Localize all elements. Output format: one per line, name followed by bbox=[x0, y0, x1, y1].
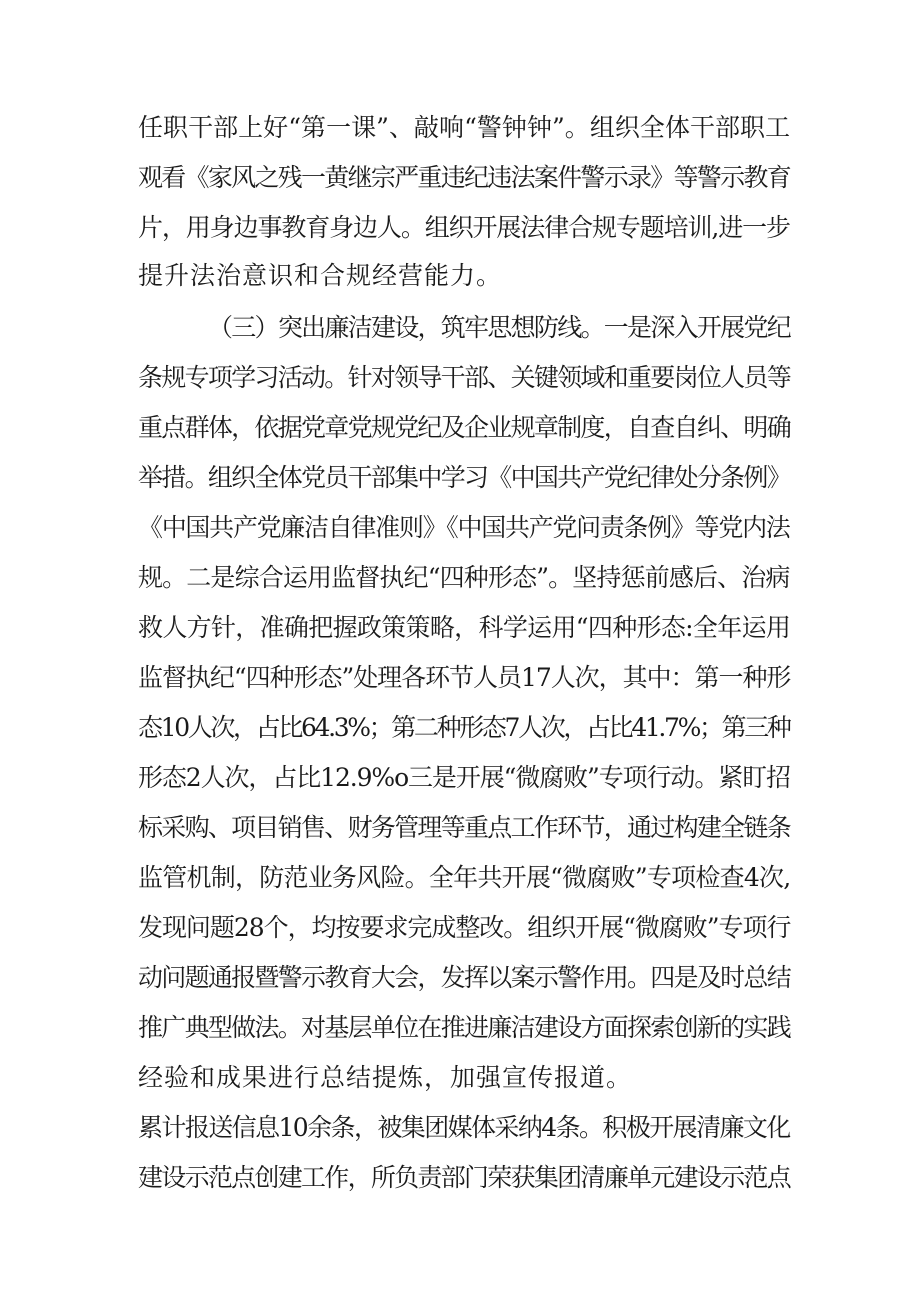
text-line: 推广典型做法。对基层单位在推进廉洁建设方面探索创新的实践 bbox=[138, 1013, 791, 1042]
text-line: 重点群体，依据党章党规党纪及企业规章制度，自查自纠、明确 bbox=[138, 413, 791, 442]
text-line: 举措。组织全体党员干部集中学习《中国共产党纪律处分条例》 bbox=[138, 463, 791, 492]
text-line: 规。二是综合运用监督执纪“四种形态”。坚持惩前感后、治病 bbox=[138, 563, 790, 592]
text-line: 片，用身边事教育身边人。组织开展法律合规专题培训,进一步 bbox=[138, 213, 790, 242]
text-line: 建设示范点创建工作，所负责部门荣获集团清廉单元建设示范点 bbox=[138, 1163, 791, 1192]
text-line: 标采购、项目销售、财务管理等重点工作环节，通过构建全链条 bbox=[138, 813, 791, 842]
section-heading-line: （三）突出廉洁建设，筑牢思想防线。一是深入开展党纪 bbox=[208, 313, 791, 342]
text-line: 条规专项学习活动。针对领导干部、关键领域和重要岗位人员等 bbox=[138, 363, 791, 392]
text-line: 任职干部上好“第一课”、敲响“警钟钟”。组织全体干部职工 bbox=[138, 113, 791, 142]
text-line: 发现问题28个，均按要求完成整改。组织开展“微腐败”专项行 bbox=[138, 913, 791, 942]
text-line: 动问题通报暨警示教育大会，发挥以案示警作用。四是及时总结 bbox=[138, 963, 791, 992]
text-line: 累计报送信息10余条，被集团媒体采纳4条。积极开展清廉文化 bbox=[138, 1113, 790, 1142]
text-line: 救人方针，准确把握政策策略，科学运用“四种形态:全年运用 bbox=[138, 613, 791, 642]
text-line: 提升法治意识和合规经营能力。 bbox=[138, 261, 503, 290]
text-line: 形态2人次，占比12.9%o三是开展“微腐败”专项行动。紧盯招 bbox=[138, 763, 790, 792]
text-line: 经验和成果进行总结提炼，加强宣传报道。 bbox=[138, 1063, 633, 1092]
text-line: 监管机制，防范业务风险。全年共开展“微腐败”专项检查4次, bbox=[138, 863, 791, 892]
text-line: 态10人次，占比64.3%；第二种形态7人次，占比41.7%；第三种 bbox=[138, 713, 790, 742]
text-line: 观看《家风之残一黄继宗严重违纪违法案件警示录》等警示教育 bbox=[138, 163, 791, 192]
text-line: 《中国共产党廉洁自律准则》《中国共产党问责条例》等党内法 bbox=[138, 513, 790, 542]
text-line: 监督执纪“四种形态”处理各环节人员17人次，其中：第一种形 bbox=[138, 663, 791, 692]
